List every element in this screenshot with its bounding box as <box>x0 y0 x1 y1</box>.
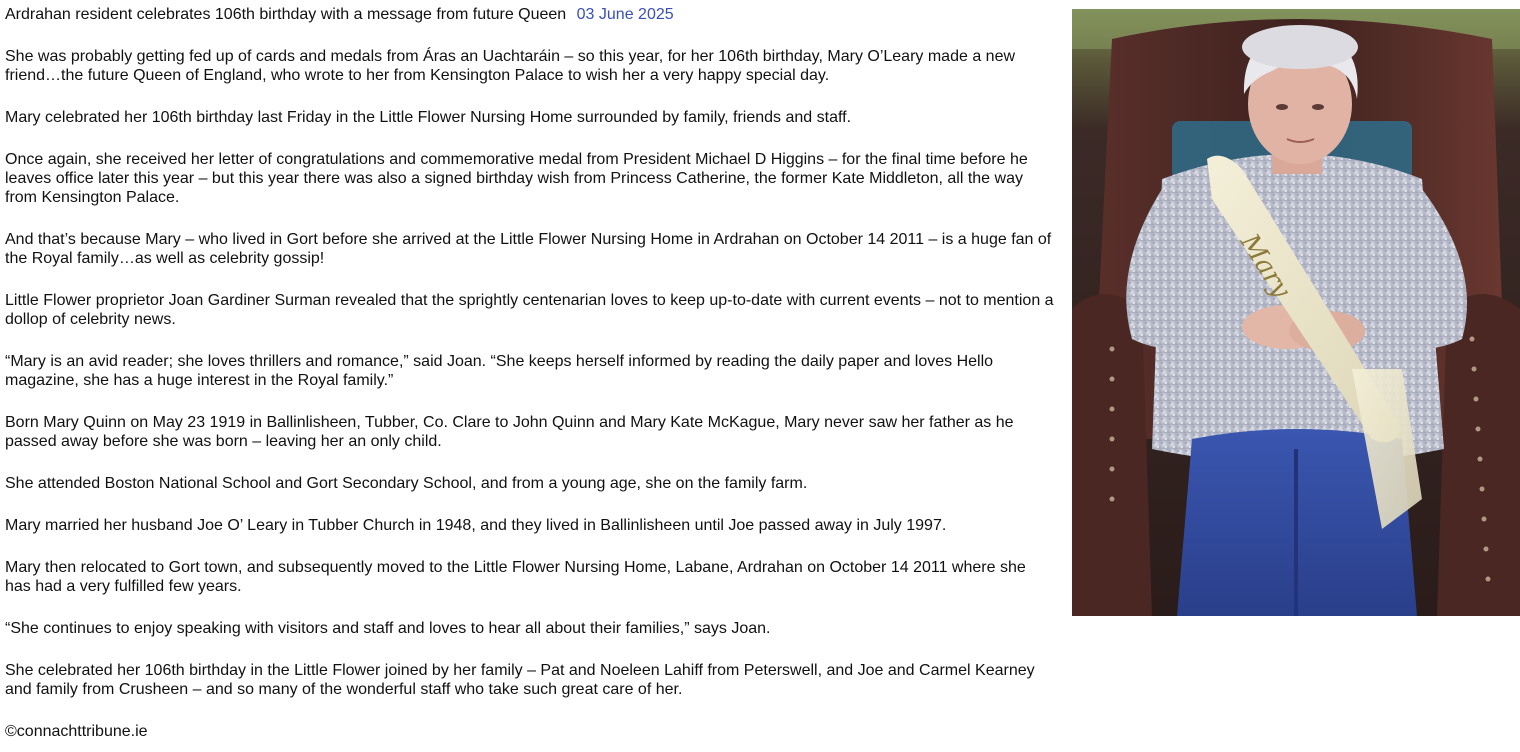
article-paragraph-4: And that’s because Mary – who lived in Gort before she arrived at the Little Flower Nursing Home in Ardrahan on October 14 2011 – is a huge fan of the Royal family…as well as celebrity gossip! <box>5 231 1052 267</box>
article-paragraph-2: Mary celebrated her 106th birthday last Friday in the Little Flower Nursing Home surrounded by family, friends and staff. <box>5 109 852 126</box>
article-headline: Ardrahan resident celebrates 106th birthday with a message from future Queen <box>5 6 567 23</box>
article-paragraph-10: Mary then relocated to Gort town, and subsequently moved to the Little Flower Nursing Home, Labane, Ardrahan on October 14 2011 where she has had a very fulfilled few years. <box>5 559 1026 595</box>
article-photo <box>1072 9 1520 616</box>
sash-lettering: Mary <box>1234 228 1297 304</box>
article-paragraph-5: Little Flower proprietor Joan Gardiner Surman revealed that the sprightly centenarian loves to keep up-to-date with current events – not to mention a dollop of celebrity news. <box>5 292 1054 328</box>
article-paragraph-9: Mary married her husband Joe O’ Leary in Tubber Church in 1948, and they lived in Ballinlisheen until Joe passed away in July 1997. <box>5 517 947 534</box>
article-paragraph-8: She attended Boston National School and Gort Secondary School, and from a young age, she on the family farm. <box>5 475 808 492</box>
article-paragraph-1: She was probably getting fed up of cards and medals from Áras an Uachtaráin – so this year, for her 106th birthday, Mary O’Leary made a new friend…the future Queen of England, who wrote to her from Kensington Palace to wish her a very happy special day. <box>5 48 1016 84</box>
headline-row <box>5 5 1055 24</box>
article-credit: ©connachttribune.ie <box>5 723 148 740</box>
article-paragraph-3: Once again, she received her letter of congratulations and commemorative medal from President Michael D Higgins – for the final time before he leaves office later this year – but this year there was also a signed birthday wish from Princess Catherine, the former Kate Middleton, all the way from Kensington Palace. <box>5 151 1028 206</box>
article-paragraph-12: She celebrated her 106th birthday in the Little Flower joined by her family – Pat and Noeleen Lahiff from Peterswell, and Joe and Carmel Kearney and family from Crusheen – and so many of the wonderful staff who take such great care of her. <box>5 662 1035 698</box>
article-paragraph-6: “Mary is an avid reader; she loves thrillers and romance,” said Joan. “She keeps herself informed by reading the daily paper and loves Hello magazine, she has a huge interest in the Royal family.” <box>5 353 994 389</box>
article-paragraph-7: Born Mary Quinn on May 23 1919 in Ballinlisheen, Tubber, Co. Clare to John Quinn and Mary Kate McKague, Mary never saw her father as he passed away before she was born – leaving her an only child. <box>5 414 1014 450</box>
article-paragraph-11: “She continues to enjoy speaking with visitors and staff and loves to hear all about their families,” says Joan. <box>5 620 771 637</box>
article-date: 03 June 2025 <box>576 6 674 23</box>
article <box>5 5 1055 741</box>
